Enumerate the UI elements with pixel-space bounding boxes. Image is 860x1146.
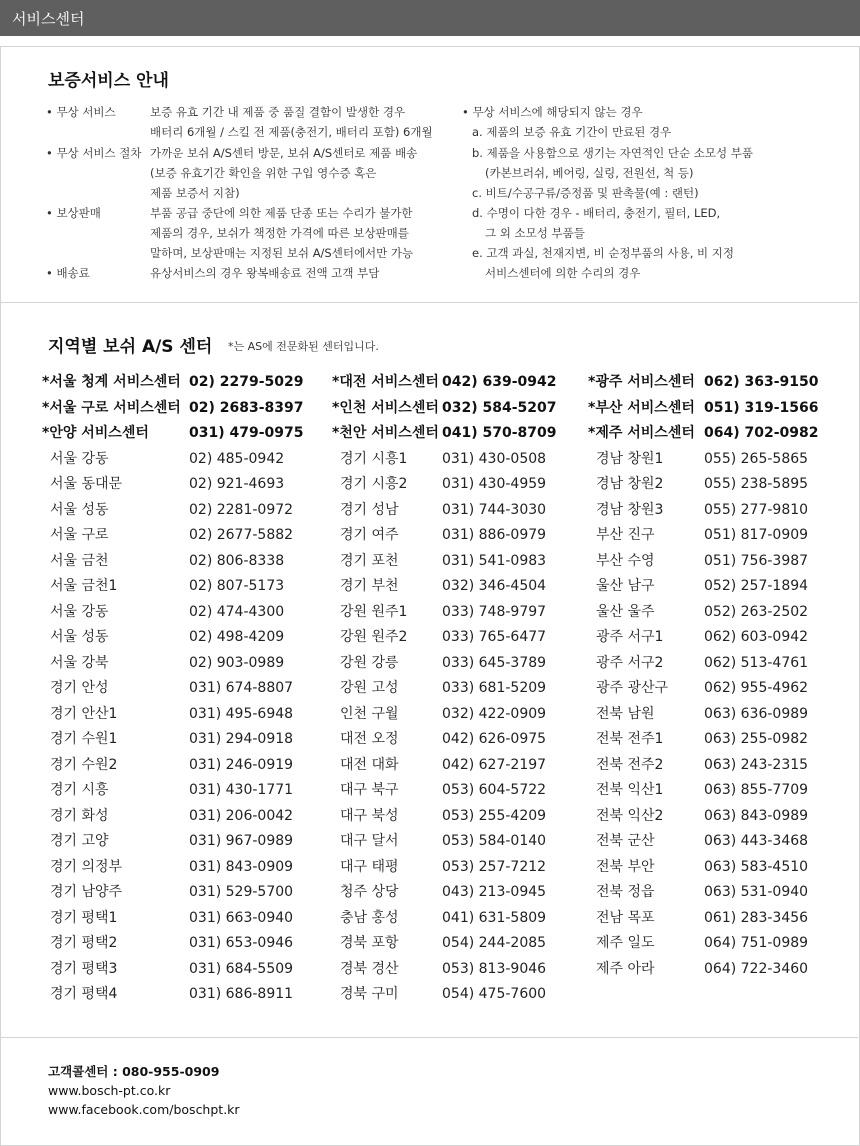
- center-name: 울산 울주: [596, 603, 655, 620]
- center-name: 서울 강동: [50, 603, 109, 620]
- center-phone: 063) 843-0989: [704, 807, 809, 824]
- center-name: 강원 고성: [340, 680, 399, 696]
- center-phone: 02) 2281-0972: [189, 501, 294, 518]
- center-name: 서울 구로: [50, 527, 109, 543]
- center-name: 경기 수원1: [50, 731, 118, 747]
- website-link[interactable]: www.bosch-pt.co.kr: [48, 1083, 171, 1098]
- center-phone: 031) 967-0989: [189, 833, 294, 849]
- center-name: 대구 태평: [340, 858, 399, 875]
- center-name: 제주 일도: [596, 935, 655, 951]
- regional-note: *는 AS에 전문화된 센터입니다.: [228, 340, 379, 353]
- center-name: 대전 오정: [340, 731, 399, 747]
- center-name: 경기 안산1: [50, 705, 118, 722]
- warranty-text: 말하며, 보상판매는 지정된 보쉬 A/S센터에서만 가능: [150, 246, 414, 260]
- center-phone: 02) 2279-5029: [189, 374, 304, 390]
- center-phone: 053) 813-9046: [442, 960, 547, 977]
- center-name: 강원 원주1: [340, 603, 408, 620]
- center-name: 전북 군산: [596, 833, 655, 849]
- center-phone: 031) 430-1771: [189, 782, 294, 798]
- center-phone: 055) 265-5865: [704, 450, 809, 467]
- center-name: 강원 원주2: [340, 629, 408, 645]
- center-phone: 062) 955-4962: [704, 680, 809, 696]
- exclusion-item: 그 외 소모성 부품들: [485, 226, 585, 240]
- center-phone: 033) 765-6477: [442, 629, 547, 645]
- center-phone: 053) 255-4209: [442, 807, 547, 824]
- center-phone: 063) 583-4510: [704, 858, 809, 875]
- center-phone: 043) 213-0945: [442, 884, 547, 900]
- center-phone: 042) 626-0975: [442, 731, 547, 747]
- warranty-text: 유상서비스의 경우 왕복배송료 전액 고객 부담: [150, 266, 380, 280]
- center-name: 강원 강릉: [340, 654, 399, 671]
- center-phone: 064) 702-0982: [704, 425, 819, 441]
- center-name: 경북 포항: [340, 935, 399, 951]
- center-phone: 02) 2677-5882: [189, 527, 294, 543]
- center-name: 경기 평택3: [50, 960, 118, 977]
- center-phone: 033) 681-5209: [442, 680, 547, 696]
- center-phone: 063) 636-0989: [704, 705, 809, 722]
- center-name: 경기 시흥2: [340, 476, 408, 492]
- center-name: 울산 남구: [596, 578, 655, 594]
- center-name: *천안 서비스센터: [332, 425, 439, 441]
- center-phone: 02) 807-5173: [189, 578, 285, 594]
- center-name: 경기 고양: [50, 833, 109, 849]
- center-name: *서울 청계 서비스센터: [42, 374, 181, 390]
- center-name: 대구 북성: [340, 807, 399, 824]
- center-name: 청주 상당: [340, 884, 399, 900]
- center-name: 경기 평택1: [50, 909, 118, 926]
- exclusions-title: • 무상 서비스에 해당되지 않는 경우: [462, 102, 643, 122]
- center-phone: 031) 294-0918: [189, 731, 294, 747]
- center-phone: 031) 479-0975: [189, 425, 304, 441]
- warranty-text: 보증 유효 기간 내 제품 중 품질 결함이 발생한 경우: [150, 105, 406, 119]
- center-phone: 053) 257-7212: [442, 858, 547, 875]
- center-name: 광주 서구1: [596, 629, 664, 645]
- center-name: *인천 서비스센터: [332, 399, 439, 416]
- center-name: 경기 평택2: [50, 935, 118, 951]
- center-name: *광주 서비스센터: [588, 374, 695, 390]
- center-phone: 054) 475-7600: [442, 986, 547, 1002]
- center-phone: 031) 843-0909: [189, 858, 294, 875]
- center-phone: 032) 422-0909: [442, 705, 547, 722]
- regional-title: 지역별 보쉬 A/S 센터: [48, 337, 213, 357]
- center-name: 전북 익산2: [596, 807, 664, 824]
- center-name: *부산 서비스센터: [588, 399, 695, 416]
- center-phone: 062) 513-4761: [704, 654, 809, 671]
- section-divider-2: [0, 1037, 858, 1038]
- exclusion-item: b. 제품을 사용함으로 생기는 자연적인 단순 소모성 부품: [472, 146, 753, 160]
- center-name: 서울 동대문: [50, 476, 123, 492]
- center-name: 경남 창원1: [596, 450, 664, 467]
- center-phone: 032) 584-5207: [442, 399, 557, 416]
- center-name: 경기 수원2: [50, 756, 118, 773]
- center-name: 서울 성동: [50, 629, 109, 645]
- center-phone: 061) 283-3456: [704, 909, 809, 926]
- center-name: 경기 평택4: [50, 986, 118, 1002]
- center-name: 대구 달서: [340, 833, 399, 849]
- center-name: 경기 성남: [340, 501, 399, 518]
- center-name: 전북 부안: [596, 858, 655, 875]
- center-phone: 02) 2683-8397: [189, 399, 304, 416]
- center-name: 광주 서구2: [596, 654, 664, 671]
- center-phone: 02) 474-4300: [189, 603, 285, 620]
- center-name: 광주 광산구: [596, 680, 669, 696]
- center-phone: 041) 570-8709: [442, 425, 557, 441]
- facebook-link[interactable]: www.facebook.com/boschpt.kr: [48, 1102, 240, 1117]
- center-phone: 051) 817-0909: [704, 527, 809, 543]
- center-phone: 055) 277-9810: [704, 501, 809, 518]
- center-phone: 02) 903-0989: [189, 654, 285, 671]
- center-phone: 052) 263-2502: [704, 603, 809, 620]
- center-name: 전북 익산1: [596, 782, 664, 798]
- center-phone: 055) 238-5895: [704, 476, 809, 492]
- center-name: *서울 구로 서비스센터: [42, 399, 181, 416]
- section-divider-1: [0, 302, 858, 303]
- center-phone: 041) 631-5809: [442, 909, 547, 926]
- warranty-label: • 무상 서비스 절차: [46, 143, 142, 163]
- center-name: 충남 홍성: [340, 909, 399, 926]
- center-name: 경북 구미: [340, 986, 399, 1002]
- center-phone: 031) 430-4959: [442, 476, 547, 492]
- center-phone: 031) 206-0042: [189, 807, 294, 824]
- center-phone: 062) 603-0942: [704, 629, 809, 645]
- warranty-title: 보증서비스 안내: [48, 71, 169, 91]
- center-name: 경기 여주: [340, 527, 399, 543]
- center-name: 경기 시흥: [50, 782, 109, 798]
- center-phone: 031) 663-0940: [189, 909, 294, 926]
- center-phone: 042) 639-0942: [442, 374, 557, 390]
- center-phone: 053) 604-5722: [442, 782, 547, 798]
- center-name: 경북 경산: [340, 960, 399, 977]
- center-phone: 031) 674-8807: [189, 680, 294, 696]
- center-name: 부산 수영: [596, 552, 655, 569]
- center-phone: 063) 531-0940: [704, 884, 809, 900]
- warranty-text: 배터리 6개월 / 스킬 전 제품(충전기, 배터리 포함) 6개월: [150, 125, 433, 139]
- top-bar: [0, 0, 860, 36]
- center-name: 전북 전주2: [596, 756, 664, 773]
- center-phone: 02) 921-4693: [189, 476, 285, 492]
- center-phone: 031) 653-0946: [189, 935, 294, 951]
- center-phone: 062) 363-9150: [704, 374, 819, 390]
- center-name: *안양 서비스센터: [42, 425, 149, 441]
- center-phone: 031) 541-0983: [442, 552, 547, 569]
- center-phone: 052) 257-1894: [704, 578, 809, 594]
- center-phone: 031) 430-0508: [442, 450, 547, 467]
- warranty-text: (보증 유효기간 확인을 위한 구입 영수증 혹은: [150, 166, 377, 180]
- warranty-text: 가까운 보쉬 A/S센터 방문, 보쉬 A/S센터로 제품 배송: [150, 146, 418, 160]
- center-name: 전북 전주1: [596, 731, 664, 747]
- center-name: 경기 부천: [340, 578, 399, 594]
- center-phone: 051) 319-1566: [704, 399, 819, 416]
- center-phone: 053) 584-0140: [442, 833, 547, 849]
- warranty-label: • 보상판매: [46, 203, 101, 223]
- center-phone: 064) 722-3460: [704, 960, 809, 977]
- center-name: *제주 서비스센터: [588, 425, 695, 441]
- exclusion-item: e. 고객 과실, 천재지변, 비 순정부품의 사용, 비 지정: [472, 246, 735, 260]
- center-phone: 032) 346-4504: [442, 578, 547, 594]
- exclusion-item: c. 비트/수공구류/증정품 및 판촉물(예 : 랜턴): [472, 186, 699, 200]
- center-name: 서울 강북: [50, 654, 109, 671]
- center-name: 서울 강동: [50, 450, 109, 467]
- center-phone: 031) 684-5509: [189, 960, 294, 977]
- callcenter-text: 고객콜센터 : 080-955-0909: [48, 1064, 220, 1079]
- center-phone: 063) 855-7709: [704, 782, 809, 798]
- exclusion-item: 서비스센터에 의한 수리의 경우: [485, 266, 641, 280]
- center-name: 경기 포천: [340, 552, 399, 569]
- center-phone: 063) 243-2315: [704, 756, 809, 773]
- exclusion-item: a. 제품의 보증 유효 기간이 만료된 경우: [472, 125, 672, 139]
- footer-contact: [48, 1062, 240, 1119]
- center-phone: 031) 529-5700: [189, 884, 294, 900]
- exclusion-item: (카본브러쉬, 베어링, 실링, 전원선, 척 등): [485, 166, 694, 180]
- center-phone: 063) 443-3468: [704, 833, 809, 849]
- center-name: 인천 구월: [340, 705, 399, 722]
- center-name: 대전 대화: [340, 756, 399, 773]
- center-name: 경기 시흥1: [340, 450, 408, 467]
- center-name: 제주 아라: [596, 960, 655, 977]
- warranty-label: • 무상 서비스: [46, 102, 116, 122]
- page-title: 서비스센터: [12, 10, 85, 28]
- center-phone: 033) 748-9797: [442, 603, 547, 620]
- center-name: 전남 목포: [596, 909, 655, 926]
- warranty-label: • 배송료: [46, 263, 90, 283]
- warranty-text: 제품의 경우, 보쉬가 책정한 가격에 따른 보상판매를: [150, 226, 409, 240]
- center-name: 경기 안성: [50, 680, 109, 696]
- center-name: *대전 서비스센터: [332, 374, 439, 390]
- center-phone: 031) 686-8911: [189, 986, 294, 1002]
- center-phone: 02) 498-4209: [189, 629, 285, 645]
- center-name: 전북 남원: [596, 705, 655, 722]
- center-phone: 031) 744-3030: [442, 501, 547, 518]
- center-name: 경남 창원3: [596, 501, 664, 518]
- center-name: 전북 정읍: [596, 884, 655, 900]
- center-name: 경기 의정부: [50, 858, 123, 875]
- center-name: 경기 남양주: [50, 884, 123, 900]
- center-phone: 031) 495-6948: [189, 705, 294, 722]
- center-phone: 031) 886-0979: [442, 527, 547, 543]
- warranty-text: 부품 공급 중단에 의한 제품 단종 또는 수리가 불가한: [150, 206, 413, 220]
- center-name: 부산 진구: [596, 527, 655, 543]
- center-phone: 042) 627-2197: [442, 756, 547, 773]
- center-name: 서울 금천1: [50, 578, 118, 594]
- center-phone: 031) 246-0919: [189, 756, 294, 773]
- center-phone: 02) 485-0942: [189, 450, 285, 467]
- center-phone: 02) 806-8338: [189, 552, 285, 569]
- warranty-text: 제품 보증서 지참): [150, 186, 240, 200]
- center-name: 경기 화성: [50, 807, 109, 824]
- center-phone: 051) 756-3987: [704, 552, 809, 569]
- center-name: 경남 창원2: [596, 476, 664, 492]
- center-phone: 033) 645-3789: [442, 654, 547, 671]
- center-phone: 054) 244-2085: [442, 935, 547, 951]
- center-name: 서울 성동: [50, 501, 109, 518]
- center-phone: 063) 255-0982: [704, 731, 809, 747]
- center-phone: 064) 751-0989: [704, 935, 809, 951]
- center-name: 서울 금천: [50, 552, 109, 569]
- exclusion-item: d. 수명이 다한 경우 - 배터리, 충전기, 필터, LED,: [472, 206, 721, 220]
- center-name: 대구 북구: [340, 782, 399, 798]
